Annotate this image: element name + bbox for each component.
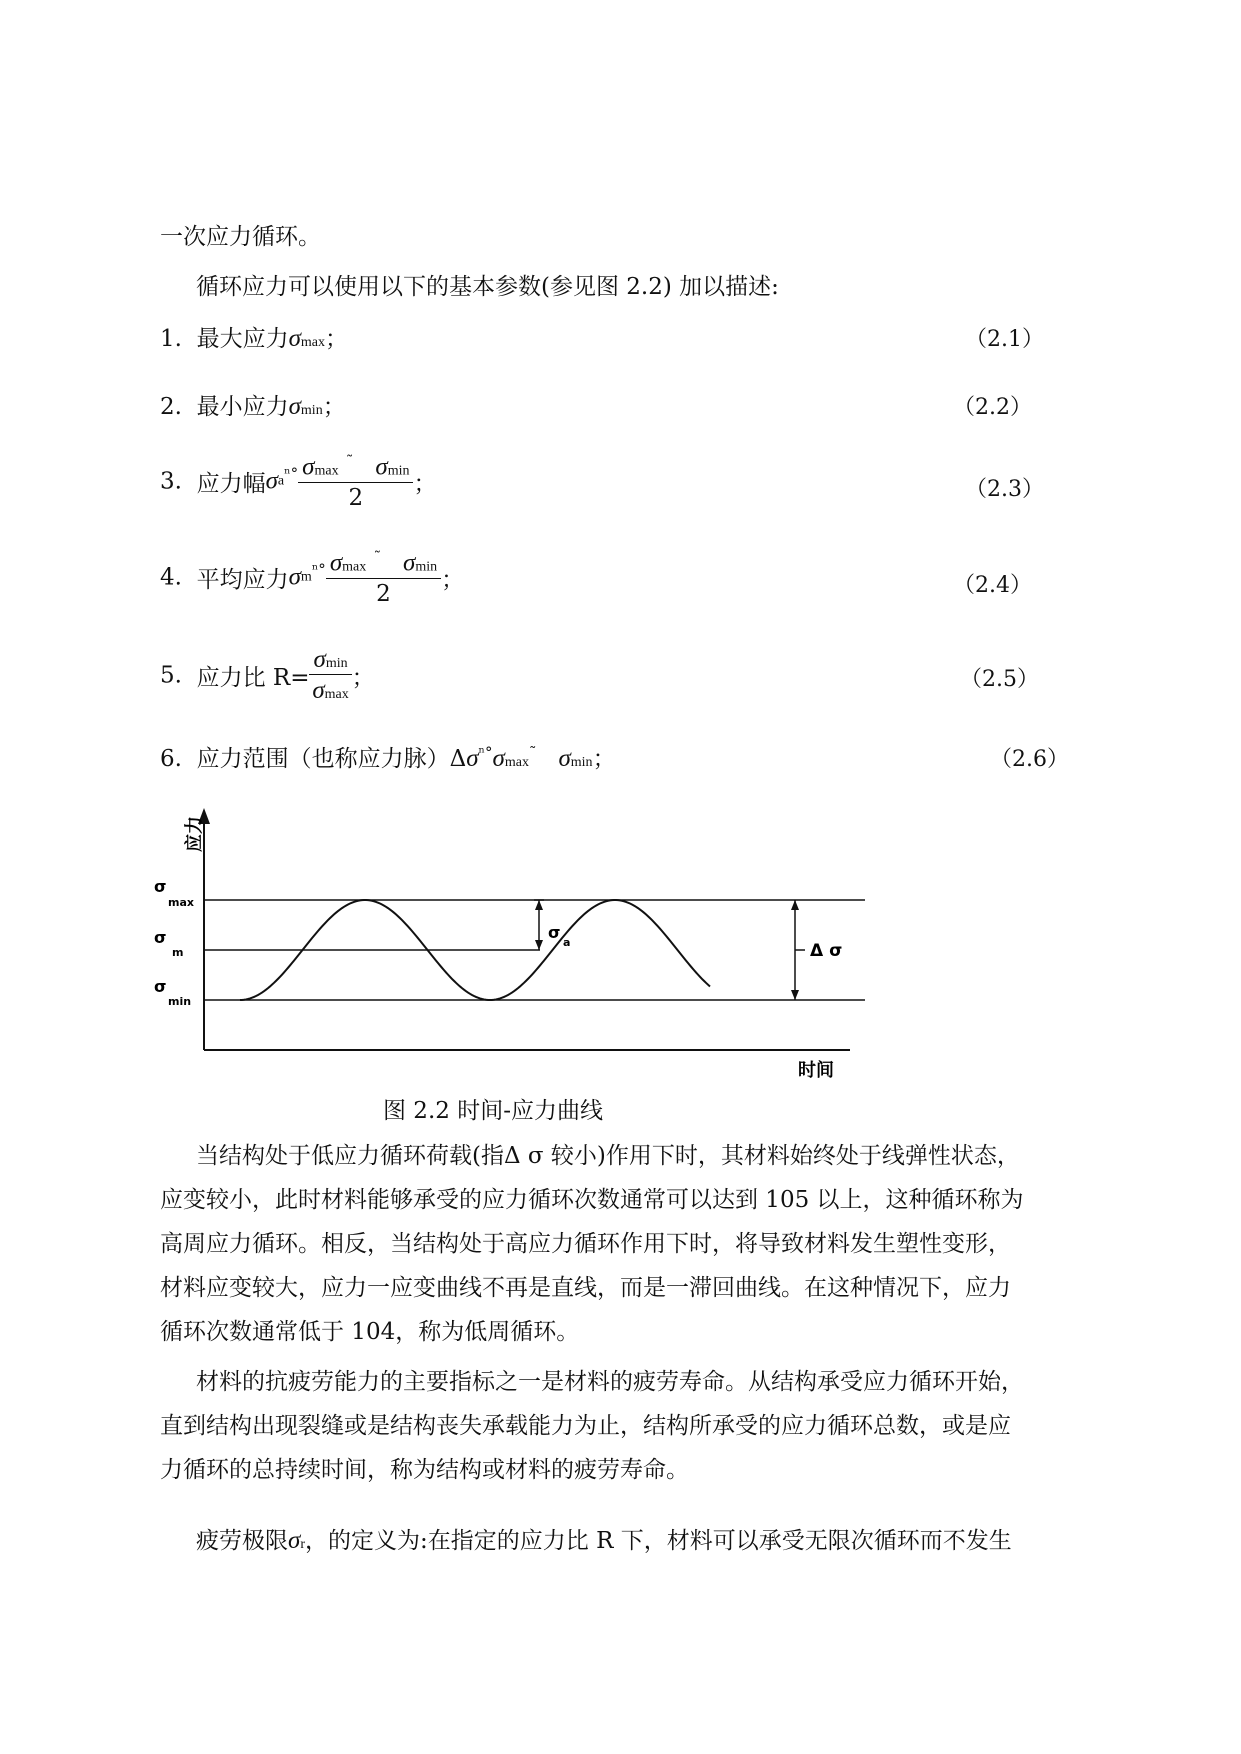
m-sub: m [172,946,184,959]
sigma-m-label: σ [154,928,167,947]
range-label: Δ σ [810,941,843,961]
amplitude-label: σ [548,923,561,942]
x-axis-label: 时间 [798,1060,834,1080]
stress-time-diagram [150,800,870,1080]
list-item: 5. 应力比 R= $\frac{\sigma\min}{\sigma\max}$ ； [160,646,375,704]
text-line: 循环应力可以使用以下的基本参数(参见图 2.2) 加以描述: [196,274,779,300]
list-item: 2. 最小应力σmin； [160,393,346,420]
equation-number: （2.6） [990,747,1069,772]
figure-caption: 图 2.2 时间-应力曲线 [383,1098,603,1124]
list-item: 3. 应力幅$\sigma a^{^n^\circ}$ $\frac{\sigma\max ^˜ \sigma\min}{2}$ ； [160,452,437,511]
amplitude-sub: a [563,936,571,949]
paragraph: 材料的抗疲劳能力的主要指标之一是材料的疲劳寿命。从结构承受应力循环开始， 直到结构出现裂缝或是结构丧失承载能力为止，结构所承受的应力循环总数，或是应 力循环的总持续时间，称为结构或材料的疲劳寿命。 [160,1369,1024,1483]
sigma-min-label: σ [154,977,167,996]
max-sub: max [168,896,194,909]
list-item: 1. 最大应力σmax； [160,325,349,352]
equation-number: （2.1） [965,327,1044,352]
min-sub: min [168,995,192,1008]
text-line: 一次应力循环。 [160,224,321,250]
equation-number: （2.3） [965,477,1044,502]
text-line: 疲劳极限σr，的定义为:在指定的应力比 R 下，材料可以承受无限次循环而不发生 [196,1527,1012,1554]
equation-number: （2.4） [953,573,1032,598]
equation-number: （2.5） [960,667,1039,692]
sigma-max-label: σ [154,877,167,896]
paragraph: 当结构处于低应力循环荷载(指Δ σ 较小)作用下时，其材料始终处于线弹性状态， 应变较小，此时材料能够承受的应力循环次数通常可以达到 105 以上，这种循环称为 高周应力循环。相反，当结构处于高应力循环作用下时，将导致材料发生塑性变形， 材料应变较大，应力一应变曲线不再是直线，而是一滞回曲线。在这种情况下，应力 循环次数通常低于 104，称为低周循环。 [160,1143,1024,1345]
list-item: 6. 应力范围（也称应力脉）$\Delta\sigma^{^n^\circ}\sigma\max^˜$ σmin； [160,743,616,772]
equation-number: （2.2） [953,395,1032,420]
list-item: 4. 平均应力$\sigma m^{^n^\circ}$ $\frac{\sigma\max ^˜ \sigma\min}{2}$ ； [160,548,465,607]
y-axis-label: 应力 [184,816,205,852]
